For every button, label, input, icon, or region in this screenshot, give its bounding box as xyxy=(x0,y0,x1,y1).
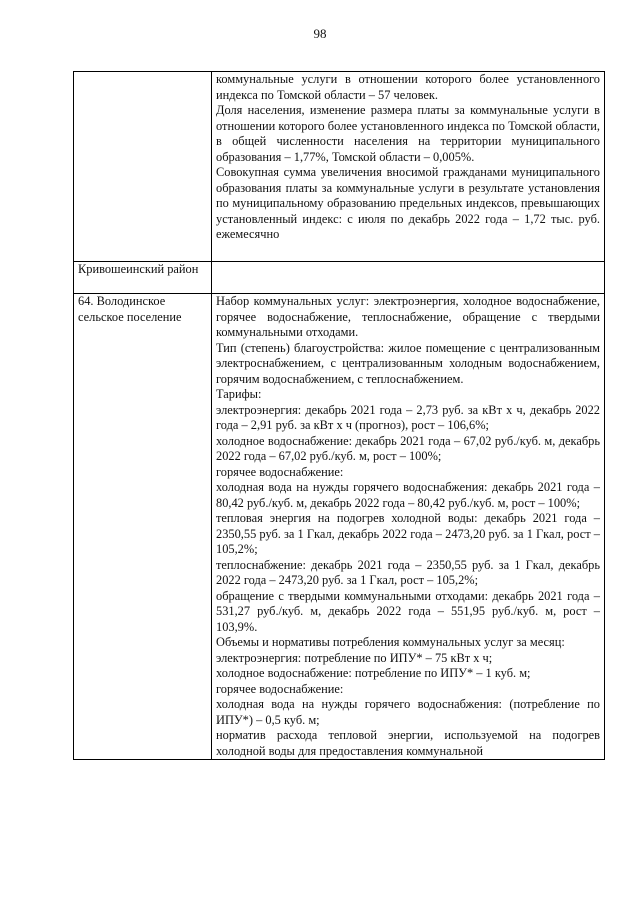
table-row xyxy=(74,294,605,760)
settlement-name: 64. Володинское сельское поселение xyxy=(74,294,212,760)
table-row xyxy=(74,262,605,294)
page-number: 98 xyxy=(313,26,327,41)
paragraph: горячее водоснабжение: xyxy=(216,464,344,479)
document-table xyxy=(73,71,605,760)
paragraph: Совокупная сумма увеличения вносимой гражданами муниципального образования платы за коммунальные услуги в результате установления по муниципальному образованию предельных индексов, превышающих установленный индекс: с июля по декабрь 2022 года – 1,72 тыс. руб. ежемесячно xyxy=(216,165,600,241)
table-cell-right xyxy=(212,294,605,760)
paragraph: Тарифы: xyxy=(216,387,262,401)
paragraph: холодная вода на нужды горячего водоснабжения: (потребление по ИПУ*) – 0,5 куб. м; xyxy=(216,697,600,727)
table-cell-left xyxy=(74,72,212,262)
paragraph: коммунальные услуги в отношении которого более установленного индекса по Томской области – 57 человек. xyxy=(216,72,600,102)
paragraph: холодное водоснабжение: потребление по ИПУ* – 1 куб. м; xyxy=(216,666,531,680)
paragraph: Набор коммунальных услуг: электроэнергия, холодное водоснабжение, горячее водоснабжение, теплоснабжение, обращение с твердыми коммунальными отходами. xyxy=(216,294,600,339)
paragraph: горячее водоснабжение: xyxy=(216,681,344,696)
paragraph: Доля населения, изменение размера платы за коммунальные услуги в отношении которого более установленного индекса по Томской области, в общей численности населения на территории муниципального образования – 1,77%, Томской области – 0,005%. xyxy=(216,103,600,164)
paragraph: электроэнергия: декабрь 2021 года – 2,73 руб. за кВт х ч, декабрь 2022 года – 2,91 руб. за кВт х ч (прогноз), рост – 106,6%; xyxy=(216,402,600,432)
table-cell-right xyxy=(212,72,605,262)
paragraph: электроэнергия: потребление по ИПУ* – 75 кВт х ч; xyxy=(216,650,493,665)
table-cell-right xyxy=(212,262,605,294)
table-row xyxy=(74,72,605,262)
paragraph: холодная вода на нужды горячего водоснабжения: декабрь 2021 года – 80,42 руб./куб. м, декабрь 2022 года – 80,42 руб./куб. м, рост – 100%; xyxy=(216,480,600,510)
paragraph: Тип (степень) благоустройства: жилое помещение с централизованным электроснабжением, с централизованным холодным водоснабжением, горячим водоснабжением, с теплоснабжением. xyxy=(216,340,600,386)
paragraph: норматив расхода тепловой энергии, используемой на подогрев холодной воды для предоставления коммунальной xyxy=(216,728,600,758)
paragraph: теплоснабжение: декабрь 2021 года – 2350,55 руб. за 1 Гкал, декабрь 2022 года – 2473,20 руб. за 1 Гкал, рост – 105,2%; xyxy=(216,557,600,587)
paragraph: Объемы и нормативы потребления коммунальных услуг за месяц: xyxy=(216,635,565,649)
paragraph: холодное водоснабжение: декабрь 2021 года – 67,02 руб./куб. м, декабрь 2022 года – 67,02 руб./куб. м, рост – 100%; xyxy=(216,433,600,463)
district-name: Кривошеинский район xyxy=(74,262,212,294)
paragraph: обращение с твердыми коммунальными отходами: декабрь 2021 года – 531,27 руб./куб. м, декабрь 2022 года – 551,95 руб./куб. м, рост – 103,9%. xyxy=(216,588,600,634)
paragraph: тепловая энергия на подогрев холодной воды: декабрь 2021 года – 2350,55 руб. за 1 Гкал, декабрь 2022 года – 2473,20 руб. за 1 Гкал, рост – 105,2%; xyxy=(216,511,600,556)
